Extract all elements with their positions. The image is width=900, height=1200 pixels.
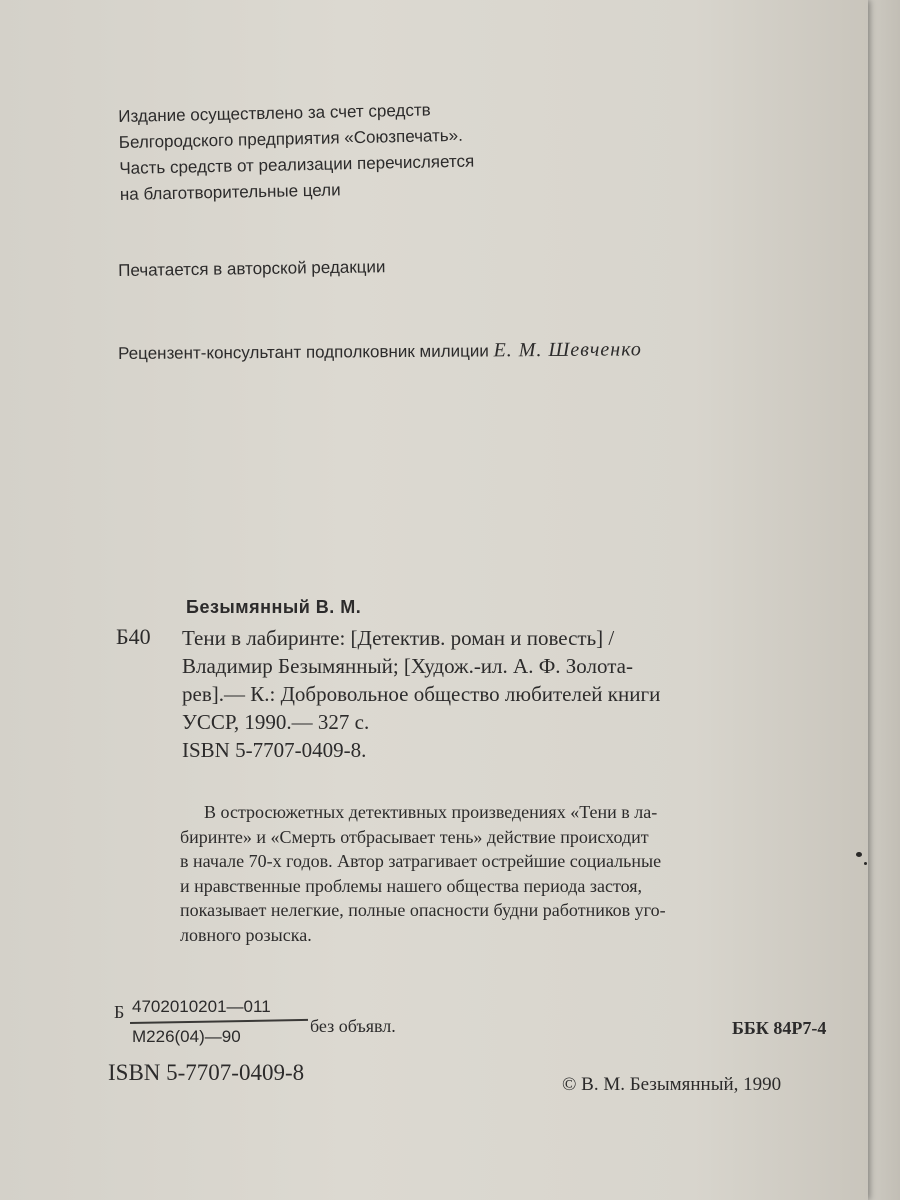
isbn: ISBN 5-7707-0409-8	[108, 1060, 305, 1085]
index-denominator: М226(04)—90	[132, 1027, 241, 1046]
annotation	[180, 825, 666, 948]
index-note: без объявл.	[310, 1016, 396, 1036]
annotation-line: показывает нелегкие, полные опасности будни работников уго-	[180, 900, 666, 920]
index-letter: Б	[114, 1002, 125, 1022]
funding-line: на благотворительные цели	[119, 180, 341, 204]
index-fraction-bar	[130, 1019, 308, 1024]
reviewer-line	[118, 336, 642, 367]
catalog-line: Владимир Безымянный; [Худож.-ил. А. Ф. Золота-	[182, 654, 633, 678]
funding-line: Белгородского предприятия «Союзпечать».	[118, 125, 464, 152]
bbk-code: ББК 84Р7-4	[732, 1018, 827, 1038]
funding-note	[118, 97, 475, 208]
annotation-line: и нравственные проблемы нашего общества периода застоя,	[180, 875, 643, 896]
annotation-line: ловного розыска.	[180, 924, 312, 945]
annotation-line: в начале 70-х годов. Автор затрагивает острейшие социальные	[180, 851, 662, 871]
catalog-author-heading: Безымянный В. М.	[186, 597, 362, 617]
reviewer-prefix: Рецензент-консультант подполковник милиции	[118, 341, 489, 363]
copyright: © В. М. Безымянный, 1990	[562, 1074, 782, 1095]
print-note: Печатается в авторской редакции	[118, 257, 386, 280]
funding-line: Издание осуществлено за счет средств	[118, 100, 431, 126]
index-numerator: 4702010201—011	[132, 997, 271, 1016]
catalog-line: рев].— К.: Добровольное общество любителей книги	[182, 682, 661, 706]
catalog-code: Б40	[116, 624, 151, 649]
ink-speck	[864, 862, 867, 865]
funding-line: Часть средств от реализации перечисляется	[119, 151, 475, 178]
annotation-line: биринте» и «Смерть отбрасывает тень» действие происходит	[180, 826, 649, 847]
catalog-description	[182, 624, 660, 764]
catalog-line: Тени в лабиринте: [Детектив. роман и повесть] /	[182, 626, 615, 650]
ink-speck	[856, 852, 862, 857]
catalog-line: ISBN 5-7707-0409-8.	[182, 738, 367, 762]
annotation-first-line: В остросюжетных детективных произведениях «Тени в ла-	[204, 802, 658, 822]
reviewer-name: Е. М. Шевченко	[493, 338, 642, 362]
catalog-line: УССР, 1990.— 327 с.	[182, 710, 370, 734]
